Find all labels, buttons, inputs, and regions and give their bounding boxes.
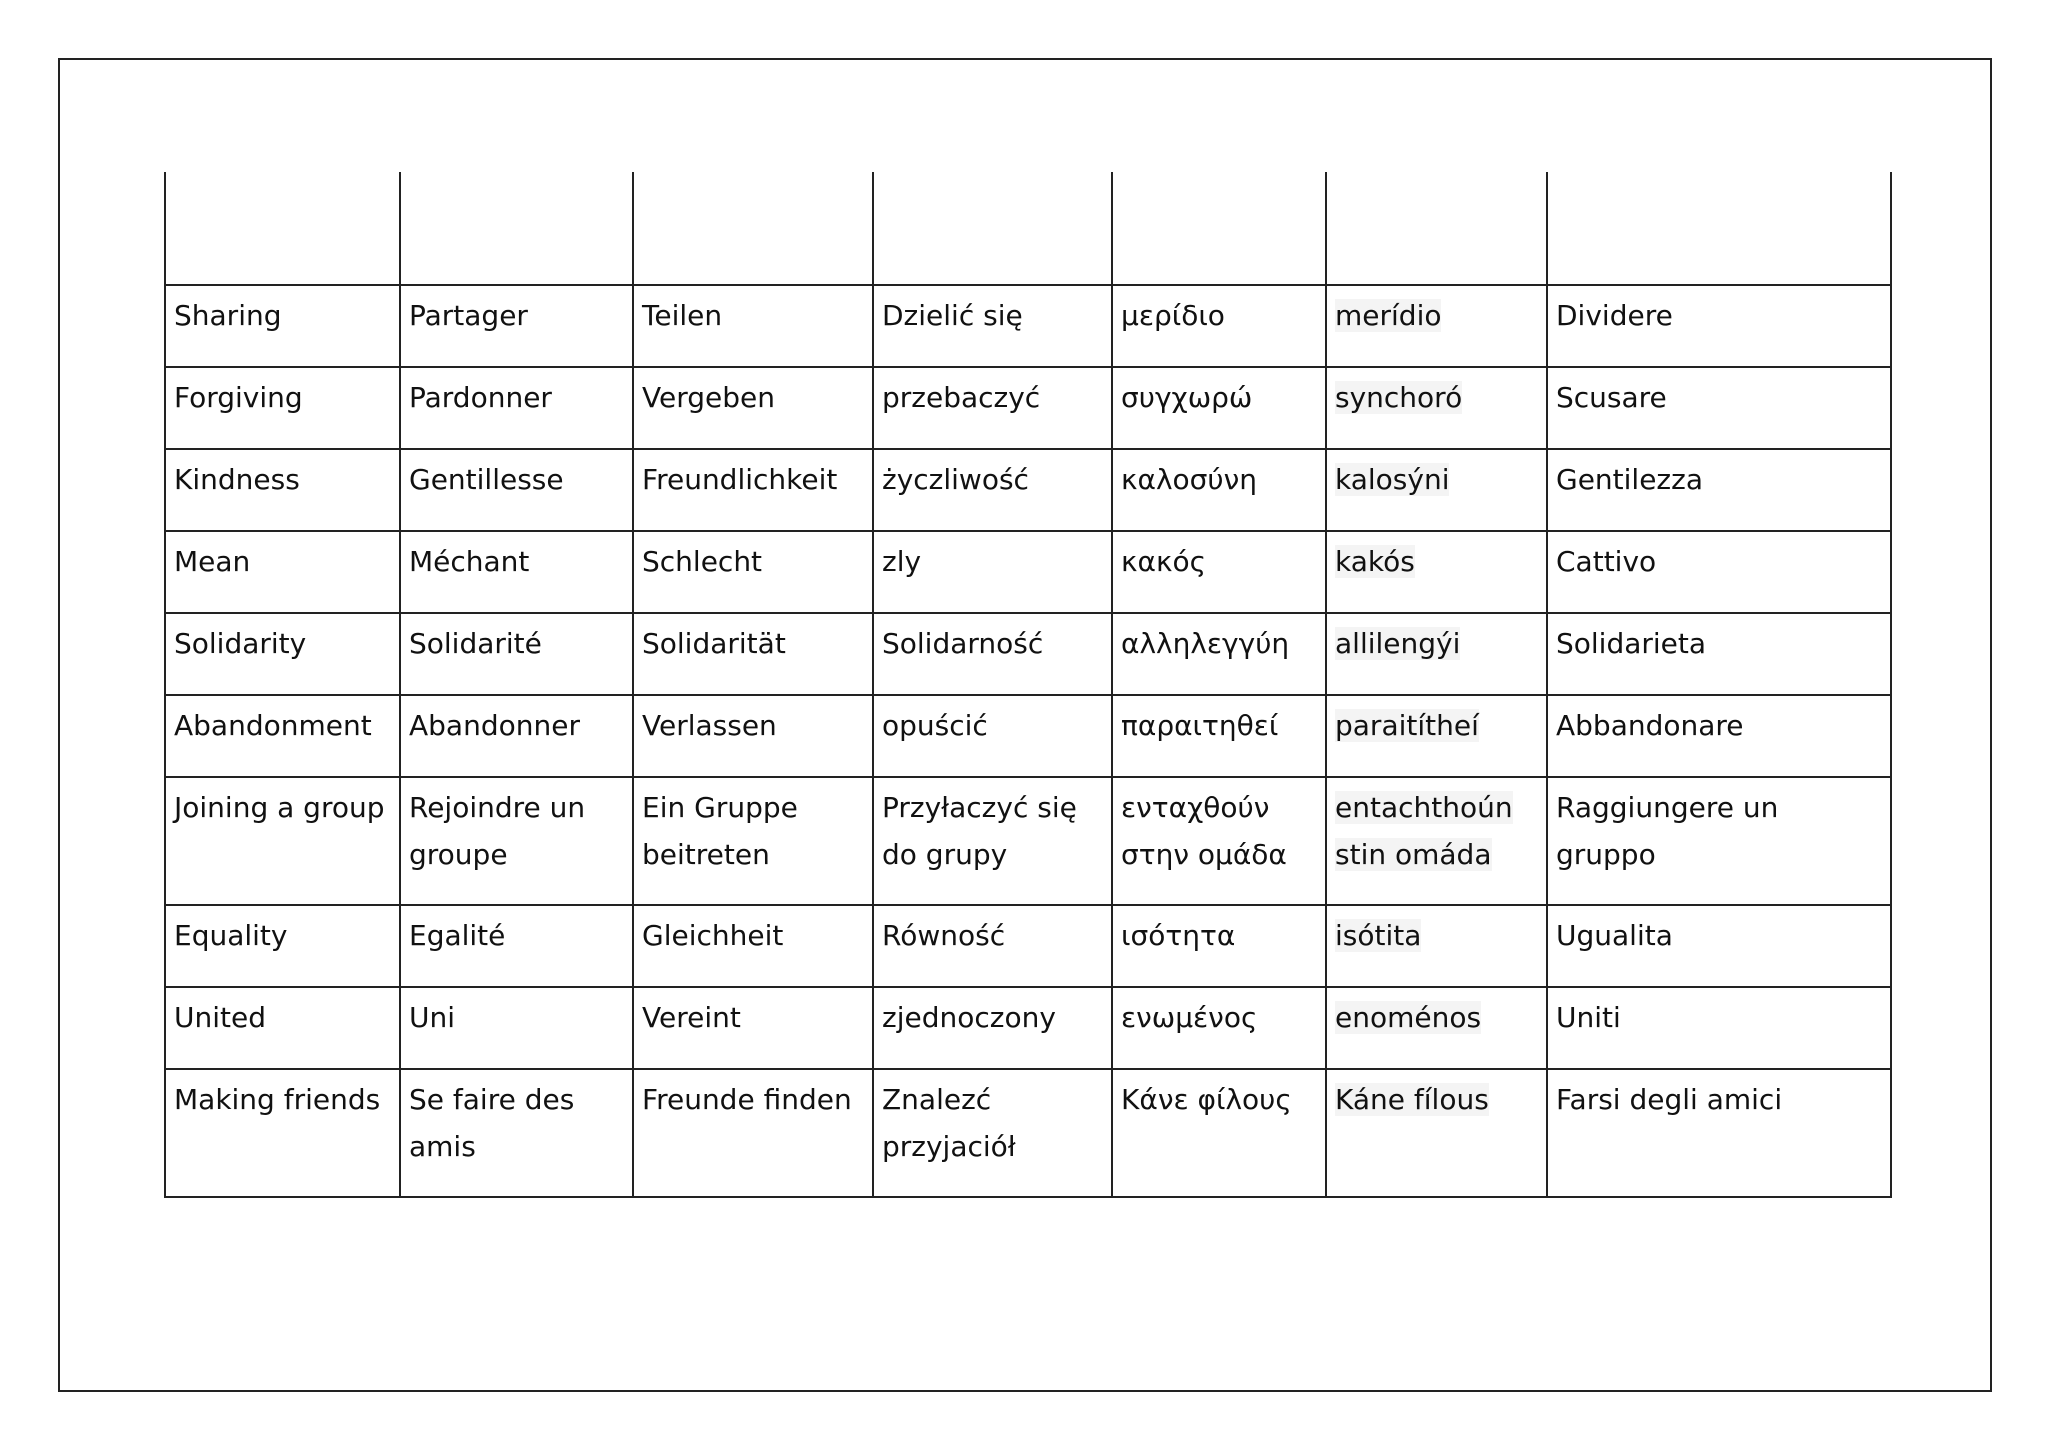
table-cell-french [400, 172, 633, 285]
table-cell-greek: ενταχθούν στην ομάδα [1112, 777, 1326, 905]
table-cell-greek-transliteration: kalosýni [1326, 449, 1547, 531]
table-cell-french: Gentillesse [400, 449, 633, 531]
table-cell-greek: μερίδιο [1112, 285, 1326, 367]
table-row [165, 285, 1891, 367]
table-cell-french: Partager [400, 285, 633, 367]
table-cell-english: Solidarity [165, 613, 400, 695]
table-cell-italian: Gentilezza [1547, 449, 1891, 531]
table-cell-english: Forgiving [165, 367, 400, 449]
table-row [165, 367, 1891, 449]
table-cell-greek-transliteration [1326, 172, 1547, 285]
table-cell-greek [1112, 172, 1326, 285]
table-cell-french: Abandonner [400, 695, 633, 777]
table-cell-polish: Przyłaczyć się do grupy [873, 777, 1112, 905]
table-cell-greek-transliteration: entachthoún stin omáda [1326, 777, 1547, 905]
table-row [165, 905, 1891, 987]
table-cell-italian: Cattivo [1547, 531, 1891, 613]
table-cell-greek: Κάνε φίλους [1112, 1069, 1326, 1197]
table-cell-greek: ενωμένος [1112, 987, 1326, 1069]
table-cell-italian: Uniti [1547, 987, 1891, 1069]
table-cell-french: Uni [400, 987, 633, 1069]
table-cell-polish: zly [873, 531, 1112, 613]
table-cell-english: Sharing [165, 285, 400, 367]
table-row [165, 777, 1891, 905]
table-cell-italian: Abbandonare [1547, 695, 1891, 777]
table-cell-italian: Ugualita [1547, 905, 1891, 987]
table-cell-greek: καλοσύνη [1112, 449, 1326, 531]
table-row [165, 449, 1891, 531]
table-cell-german: Verlassen [633, 695, 873, 777]
table-cell-greek: παραιτηθεί [1112, 695, 1326, 777]
table-row [165, 1069, 1891, 1197]
table-cell-greek-transliteration: merídio [1326, 285, 1547, 367]
table-row [165, 172, 1891, 285]
table-cell-greek: συγχωρώ [1112, 367, 1326, 449]
table-cell-english: Mean [165, 531, 400, 613]
table-cell-greek-transliteration: allilengýi [1326, 613, 1547, 695]
table-cell-german: Teilen [633, 285, 873, 367]
table-cell-greek-transliteration: synchoró [1326, 367, 1547, 449]
table-cell-italian: Scusare [1547, 367, 1891, 449]
table-cell-german: Vergeben [633, 367, 873, 449]
table-cell-polish [873, 172, 1112, 285]
table-cell-german: Gleichheit [633, 905, 873, 987]
table-cell-french: Se faire des amis [400, 1069, 633, 1197]
table-cell-greek: αλληλεγγύη [1112, 613, 1326, 695]
table-cell-english: Joining a group [165, 777, 400, 905]
table-cell-greek: ισότητα [1112, 905, 1326, 987]
table-cell-english [165, 172, 400, 285]
table-cell-german: Solidarität [633, 613, 873, 695]
table-cell-english: Abandonment [165, 695, 400, 777]
table-cell-italian [1547, 172, 1891, 285]
table-cell-italian: Farsi degli amici [1547, 1069, 1891, 1197]
table-cell-english: Kindness [165, 449, 400, 531]
table-cell-german [633, 172, 873, 285]
table-cell-english: United [165, 987, 400, 1069]
table-cell-italian: Dividere [1547, 285, 1891, 367]
table-cell-polish: Solidarność [873, 613, 1112, 695]
table-cell-polish: Równość [873, 905, 1112, 987]
table-cell-german: Schlecht [633, 531, 873, 613]
vocabulary-table [164, 172, 1892, 1198]
table-cell-greek-transliteration: kakós [1326, 531, 1547, 613]
table-cell-french: Solidarité [400, 613, 633, 695]
table-cell-german: Ein Gruppe beitreten [633, 777, 873, 905]
table-row [165, 987, 1891, 1069]
table-cell-greek-transliteration: paraitítheí [1326, 695, 1547, 777]
table-cell-polish: Znalezć przyjaciół [873, 1069, 1112, 1197]
table-cell-greek-transliteration: Káne fílous [1326, 1069, 1547, 1197]
table-cell-polish: Dzielić się [873, 285, 1112, 367]
table-cell-polish: zjednoczony [873, 987, 1112, 1069]
table-cell-polish: życzliwość [873, 449, 1112, 531]
table-row [165, 613, 1891, 695]
table-cell-english: Equality [165, 905, 400, 987]
table-cell-italian: Raggiungere un gruppo [1547, 777, 1891, 905]
table-cell-greek-transliteration: isótita [1326, 905, 1547, 987]
table-cell-polish: opuścić [873, 695, 1112, 777]
table-cell-german: Freundlichkeit [633, 449, 873, 531]
table-cell-german: Vereint [633, 987, 873, 1069]
table-cell-french: Rejoindre un groupe [400, 777, 633, 905]
table-cell-english: Making friends [165, 1069, 400, 1197]
table-row [165, 695, 1891, 777]
table-cell-french: Egalité [400, 905, 633, 987]
table-cell-greek-transliteration: enoménos [1326, 987, 1547, 1069]
table-cell-polish: przebaczyć [873, 367, 1112, 449]
table-cell-french: Pardonner [400, 367, 633, 449]
table-cell-italian: Solidarieta [1547, 613, 1891, 695]
table-row [165, 531, 1891, 613]
table-cell-greek: κακός [1112, 531, 1326, 613]
table-cell-german: Freunde finden [633, 1069, 873, 1197]
table-cell-french: Méchant [400, 531, 633, 613]
